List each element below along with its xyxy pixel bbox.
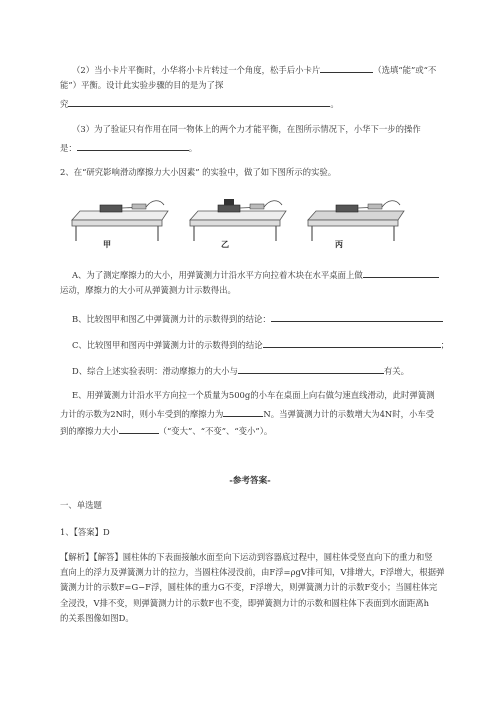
q1-answer-line [60, 527, 110, 538]
text: 1、【答案】 [60, 527, 104, 537]
q-static-p2-line2 [60, 80, 223, 91]
answer-blank[interactable] [271, 312, 443, 322]
panel-bing [308, 201, 404, 241]
spring-scale [368, 204, 382, 209]
text: 。 [188, 143, 198, 153]
q2-b-line [72, 312, 443, 325]
hand-icon [146, 201, 164, 207]
section-heading: 一、单选题 [60, 500, 102, 510]
text: 力计的示数为2N时，则小车受到的摩擦力为 [60, 409, 224, 419]
text: 到的摩擦力大小 [60, 426, 119, 436]
text: B、比较图甲和图乙中弹簧测力计的示数得到的结论： [72, 314, 271, 324]
text: （“变大”、“不变”、“变小”）。 [158, 426, 273, 436]
panel-yi [190, 199, 286, 241]
text: 能”）平衡。设计此实验步骤的目的是为了探 [60, 80, 224, 90]
text: A、为了测定摩擦力的大小，用弹簧测力计沿水平方向拉着木块在水平桌面上做 [72, 270, 363, 280]
text: 。 [330, 99, 339, 109]
q2-a-line1 [72, 268, 439, 281]
q2-d-line [72, 364, 409, 377]
text: 究 [60, 99, 69, 109]
text: 是： [60, 143, 77, 153]
q-static-p2-line1 [72, 63, 436, 76]
explanation-block [60, 550, 480, 626]
answer-blank[interactable] [320, 63, 373, 73]
text: 运动，摩擦力的大小可从弹簧测力计示数得出。 [60, 285, 236, 295]
q-static-p3-line2 [60, 141, 197, 154]
text: E、用弹簧测力计沿水平方向拉一个质量为500g的小车在桌面上向右做匀速直线滑动，此时弹簧测 [72, 390, 435, 400]
text: C、比较图甲和图丙中弹簧测力计的示数得到的结论 [72, 340, 263, 350]
text: （3）为了验证只有作用在同一物体上的两个力才能平衡，在图所示情况下，小华下一步的操作 [72, 124, 421, 134]
q2-intro [60, 167, 336, 178]
answer-blank[interactable] [363, 268, 439, 278]
answer-blank[interactable] [119, 424, 159, 434]
hand-icon [382, 201, 400, 207]
text: D、综合上述实验表明：滑动摩擦力的大小与 [72, 366, 238, 376]
answer-value: D [103, 527, 110, 537]
explanation-line: 的关系图像如图D。 [60, 612, 134, 623]
answer-blank[interactable] [263, 338, 441, 348]
figure-label-jia: 甲 [103, 239, 111, 249]
text: （选填“能”或“不 [373, 65, 437, 75]
q-static-p2-line3 [60, 97, 339, 110]
figure-label-yi: 乙 [221, 239, 229, 249]
wood-block [100, 205, 122, 212]
spring-scale [132, 204, 146, 209]
answers-title: -参考答案- [229, 476, 271, 486]
figure-label-bing: 丙 [335, 239, 343, 249]
wood-block [336, 205, 358, 212]
q2-e-line1 [72, 390, 434, 401]
text: 有关。 [383, 366, 409, 376]
text: 2、在“研究影响滑动摩擦力大小因素” 的实验中，做了如下图所示的实验。 [60, 167, 337, 177]
q-static-p3-line1 [72, 124, 421, 135]
q2-c-line [72, 338, 449, 351]
answer-blank[interactable] [223, 407, 263, 417]
explanation-line: 直向上的浮力及弹簧测力计的拉力，当圆柱体浸没前，由F浮=ρgV排可知，V排增大，F浮增大，根据弹 [60, 567, 445, 578]
answer-blank[interactable] [68, 97, 330, 107]
weight [224, 199, 234, 205]
explanation-line: 全浸没，V排不变，则弹簧测力计的示数F也不变，即弹簧测力计的示数和圆柱体下表面到水面距离h [60, 597, 429, 608]
wood-block [218, 205, 240, 212]
q2-e-line2 [60, 407, 434, 420]
friction-experiment-figure [72, 195, 412, 255]
answer-blank[interactable] [77, 141, 189, 151]
text: N。当弹簧测力计的示数增大为4N时，小车受 [263, 409, 435, 419]
spring-scale [250, 204, 264, 209]
q2-a-line2 [60, 285, 236, 296]
text: ； [440, 340, 450, 350]
q2-e-line3 [60, 424, 272, 437]
hand-icon [264, 201, 282, 207]
explanation-line: 【解析】【解答】圆柱体的下表面接触水面至向下运动到容器底过程中，圆柱体受竖直向下的重力和竖 [60, 552, 433, 562]
text: （2）当小卡片平衡时，小华将小卡片转过一个角度，松手后小卡片 [72, 65, 321, 75]
explanation-line: 簧测力计的示数F=G−F浮，圆柱体的重力G不变，F浮增大，则弹簧测力计的示数F变小；当圆柱体完 [60, 582, 438, 593]
answer-blank[interactable] [238, 364, 384, 374]
panel-jia [72, 201, 168, 241]
